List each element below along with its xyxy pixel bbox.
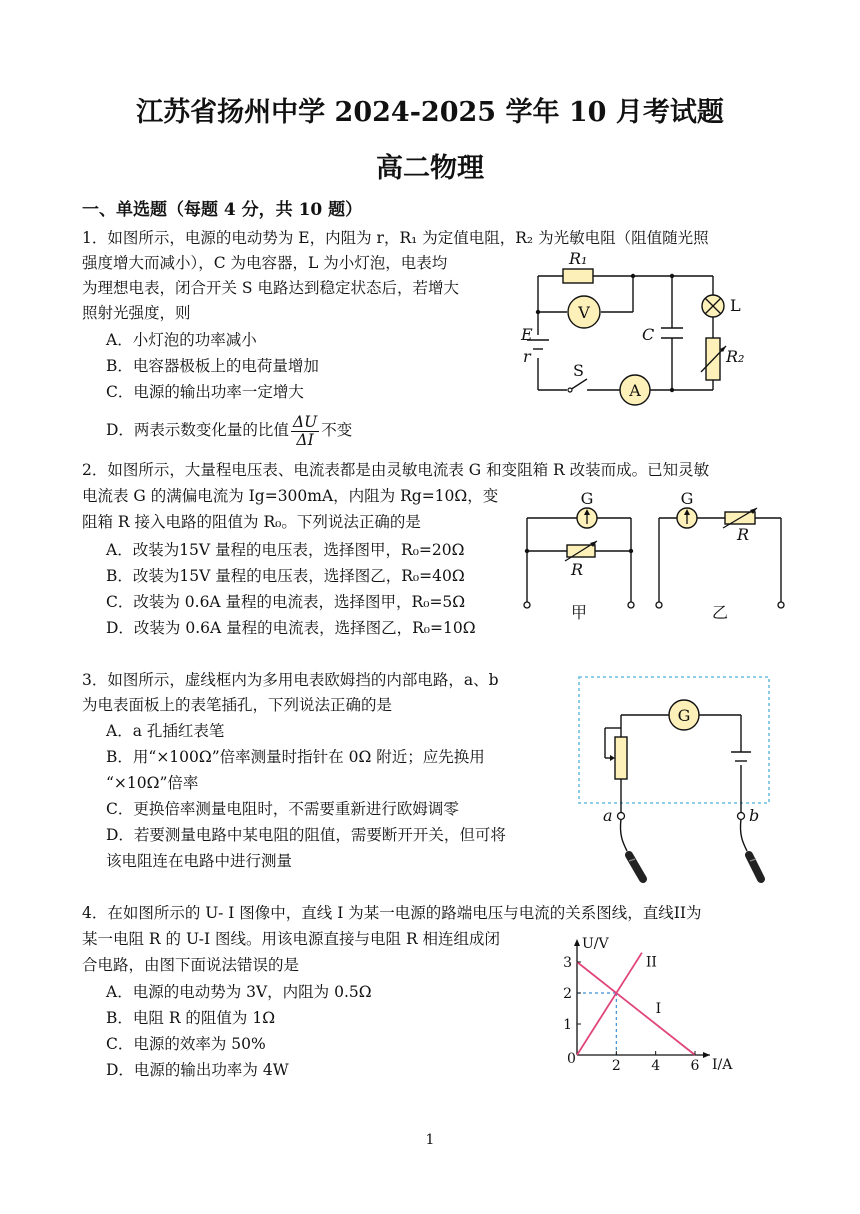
q2-circuit-diagrams (515, 488, 795, 628)
q1-line-2: 强度增大而减小），C 为电容器，L 为小灯泡，电表均 (82, 254, 448, 272)
fraction-denominator: ΔI (296, 430, 314, 449)
x-axis-label: I/A (712, 1057, 733, 1073)
label-s: S (573, 361, 584, 380)
label-l: L (730, 296, 741, 315)
q4-line-1: 4．在如图所示的 U- I 图像中，直线 I 为某一电源的路端电压与电流的关系图线，直线II为 (82, 904, 702, 922)
series-label-1: I (655, 1001, 662, 1018)
q4-option-a: A．电源的电动势为 3V，内阻为 0.5Ω (106, 983, 372, 1001)
q2-line-3: 阻箱 R 接入电路的阻值为 R₀。下列说法正确的是 (82, 513, 421, 531)
q3-option-d: D．若要测量电路中某电阻的阻值，需要断开开关，但可将 (106, 826, 506, 844)
label-r2: R₂ (726, 347, 745, 366)
series-line-2 (577, 953, 642, 1055)
page-number: 1 (425, 1132, 435, 1148)
x-tick-label: 4 (651, 1058, 661, 1074)
q1-option-d-suffix: 不变 (321, 421, 353, 439)
q3-option-d-cont: 该电阻连在电路中进行测量 (106, 852, 293, 870)
q1-circuit-diagram (505, 240, 765, 410)
label-b: b (749, 806, 760, 825)
label-r1: R₁ (569, 249, 588, 268)
q4-line-3: 合电路，由图下面说法错误的是 (82, 956, 300, 974)
q1-line-4: 照射光强度，则 (82, 304, 191, 322)
series-line-1 (577, 962, 695, 1055)
q3-ohmmeter-diagram (575, 675, 775, 885)
label-a: A (629, 381, 641, 400)
y-tick-label: 1 (563, 1017, 572, 1033)
q2-option-b: B．改装为15V 量程的电压表，选择图乙，R₀=40Ω (106, 567, 465, 585)
zero-adjust-rheostat (615, 737, 627, 779)
q4-option-c: C．电源的效率为 50% (106, 1035, 266, 1053)
label-e: E (521, 325, 533, 344)
q2-option-a: A．改装为15V 量程的电压表，选择图甲，R₀=20Ω (106, 541, 465, 559)
label-r-yi: R (736, 525, 750, 544)
jack-a (618, 813, 625, 820)
q3-option-a: A．a 孔插红表笔 (106, 722, 225, 740)
fraction-numerator: ΔU (292, 412, 318, 431)
label-a: a (603, 806, 613, 825)
q3-option-b-cont: “×10Ω”倍率 (106, 774, 199, 792)
probe-a (629, 855, 643, 879)
q3-line-1: 3．如图所示，虚线框内为多用电表欧姆挡的内部电路，a、b (82, 671, 499, 689)
series-label-2: II (645, 954, 657, 971)
y-tick-label: 2 (563, 986, 572, 1002)
q3-line-2: 为电表面板上的表笔插孔，下列说法正确的是 (82, 696, 393, 714)
q3-option-b: B．用“×100Ω”倍率测量时指针在 0Ω 附近；应先换用 (106, 748, 485, 766)
q2-option-d: D．改装为 0.6A 量程的电流表，选择图乙，R₀=10Ω (106, 619, 476, 637)
label-c: C (642, 325, 655, 344)
page-title: 江苏省扬州中学 2024-2025 学年 10 月考试题 (136, 97, 724, 128)
label-g-jia: G (580, 489, 594, 508)
q1-option-b: B．电容器极板上的电荷量增加 (106, 357, 319, 375)
q1-line-3: 为理想电表，闭合开关 S 电路达到稳定状态后，若增大 (82, 279, 459, 297)
q1-line-1: 1．如图所示，电源的电动势为 E，内阻为 r，R₁ 为定值电阻，R₂ 为光敏电阻（阻值随光照 (82, 229, 709, 247)
q3-option-c: C．更换倍率测量电阻时，不需要重新进行欧姆调零 (106, 800, 459, 818)
q1-option-a: A．小灯泡的功率减小 (106, 331, 257, 349)
probe-b (749, 855, 761, 879)
q4-option-d: D．电源的输出功率为 4W (106, 1061, 289, 1079)
q2-line-2: 电流表 G 的满偏电流为 Ig=300mA，内阻为 Rg=10Ω，变 (82, 487, 499, 505)
origin-label: 0 (567, 1051, 576, 1067)
label-r-jia: R (570, 560, 584, 579)
y-axis-label: U/V (582, 936, 609, 952)
q4-option-b: B．电阻 R 的阻值为 1Ω (106, 1009, 276, 1027)
page-subtitle: 高二物理 (376, 153, 484, 184)
label-g: G (677, 706, 691, 725)
q1-option-d (106, 413, 352, 449)
q2-line-1: 2．如图所示，大量程电压表、电流表都是由灵敏电流表 G 和变阻箱 R 改装而成。已知灵敏 (82, 461, 710, 479)
ui-graph (560, 932, 750, 1082)
q1-option-c: C．电源的输出功率一定增大 (106, 383, 304, 401)
q1-option-d-fraction (291, 414, 319, 449)
label-g-yi: G (680, 489, 694, 508)
q2-option-c: C．改装为 0.6A 量程的电流表，选择图甲，R₀=5Ω (106, 593, 466, 611)
r1-resistor (563, 269, 593, 283)
section-heading: 一、单选题（每题 4 分，共 10 题） (82, 200, 363, 220)
y-tick-label: 3 (563, 955, 572, 971)
label-r: r (523, 347, 531, 366)
x-tick-label: 6 (690, 1058, 700, 1074)
jack-b (738, 813, 745, 820)
q1-option-d-prefix: D．两表示数变化量的比值 (106, 421, 289, 439)
label-yi: 乙 (711, 603, 729, 622)
q4-line-2: 某一电阻 R 的 U-I 图线。用该电源直接与电阻 R 相连组成闭 (82, 930, 501, 948)
label-v: V (578, 303, 590, 322)
x-tick-label: 2 (611, 1058, 621, 1074)
label-jia: 甲 (570, 603, 588, 622)
